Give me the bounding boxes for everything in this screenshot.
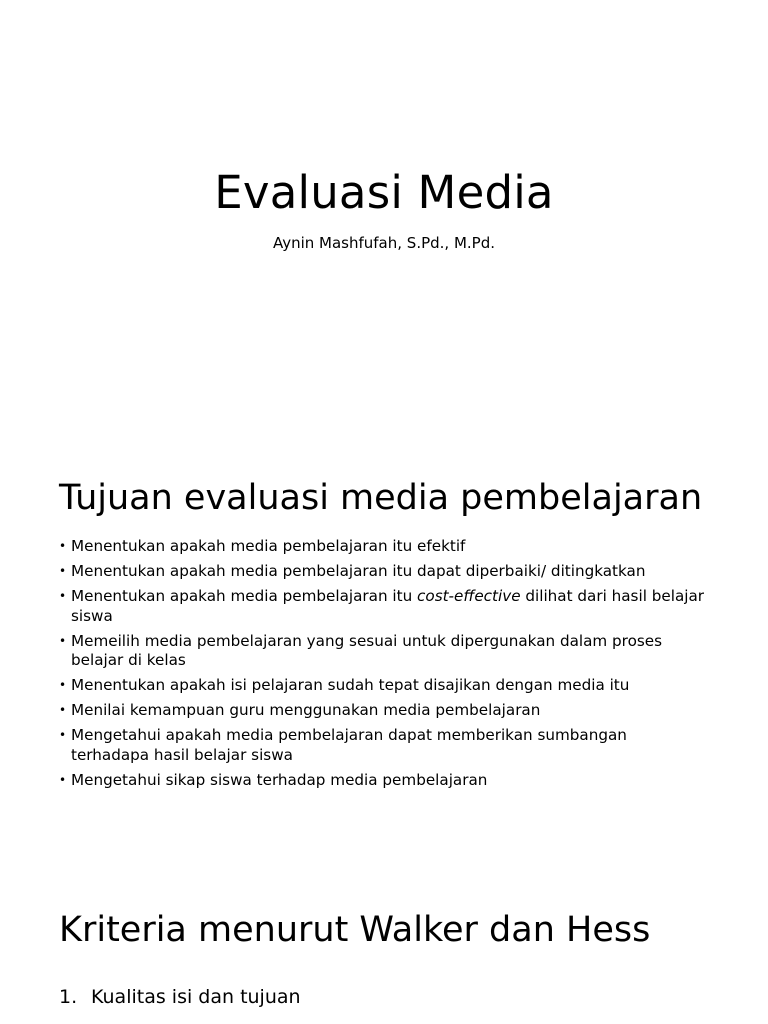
- bullet-dot-icon: •: [59, 633, 67, 648]
- bullet-text: Menilai kemampuan guru menggunakan media pembelajaran: [71, 701, 541, 719]
- criteria-item: [59, 983, 709, 1011]
- bullet-item: [59, 701, 709, 721]
- bullet-text-part: Menentukan apakah media pembelajaran itu: [71, 587, 418, 605]
- bullet-text: Menentukan apakah isi pelajaran sudah tepat disajikan dengan media itu: [71, 676, 630, 694]
- presenter-name: Aynin Mashfufah, S.Pd., M.Pd.: [272, 234, 496, 252]
- presentation-title: Evaluasi Media: [214, 166, 554, 219]
- bullet-dot-icon: •: [59, 772, 67, 787]
- bullet-item: [59, 726, 709, 765]
- bullet-dot-icon: •: [59, 678, 67, 692]
- bullet-dot-icon: •: [59, 539, 67, 553]
- bullet-dot-icon: •: [59, 728, 67, 742]
- criteria-slide: [0, 890, 768, 1024]
- bullet-emphasis: cost-effective: [417, 587, 521, 605]
- bullet-text: Menentukan apakah media pembelajaran itu dapat diperbaiki/ ditingkatkan: [71, 562, 646, 580]
- bullet-item: [59, 676, 709, 696]
- bullet-dot-icon: •: [59, 589, 67, 603]
- bullet-text: Menentukan apakah media pembelajaran itu efektif: [71, 537, 466, 555]
- bullet-item: [59, 562, 709, 582]
- bullet-text: Mengetahui sikap siswa terhadap media pembelajaran: [71, 770, 488, 789]
- criteria-heading: Kriteria menurut Walker dan Hess: [59, 910, 651, 950]
- bullet-dot-icon: •: [59, 703, 67, 717]
- goals-bullet-list: [59, 537, 709, 796]
- goals-heading: Tujuan evaluasi media pembelajaran: [59, 478, 703, 518]
- bullet-text: Mengetahui apakah media pembelajaran dapat memberikan sumbangan terhadapa hasil belajar siswa: [71, 726, 627, 764]
- criteria-text: Kualitas isi dan tujuan: [91, 986, 301, 1008]
- bullet-item: [59, 632, 709, 671]
- bullet-item: [59, 771, 709, 791]
- bullet-text: [71, 587, 704, 625]
- bullet-dot-icon: •: [59, 564, 67, 578]
- criteria-list: [59, 983, 709, 1011]
- bullet-item: [59, 587, 709, 626]
- goals-slide: [0, 450, 768, 890]
- bullet-text-part: dilihat dari hasil belajar siswa: [71, 587, 705, 625]
- criteria-number: 1.: [59, 986, 78, 1008]
- bullet-item: [59, 537, 709, 557]
- title-slide: [0, 0, 768, 450]
- bullet-text: Memeilih media pembelajaran yang sesuai untuk dipergunakan dalam proses belajar di kelas: [71, 631, 663, 669]
